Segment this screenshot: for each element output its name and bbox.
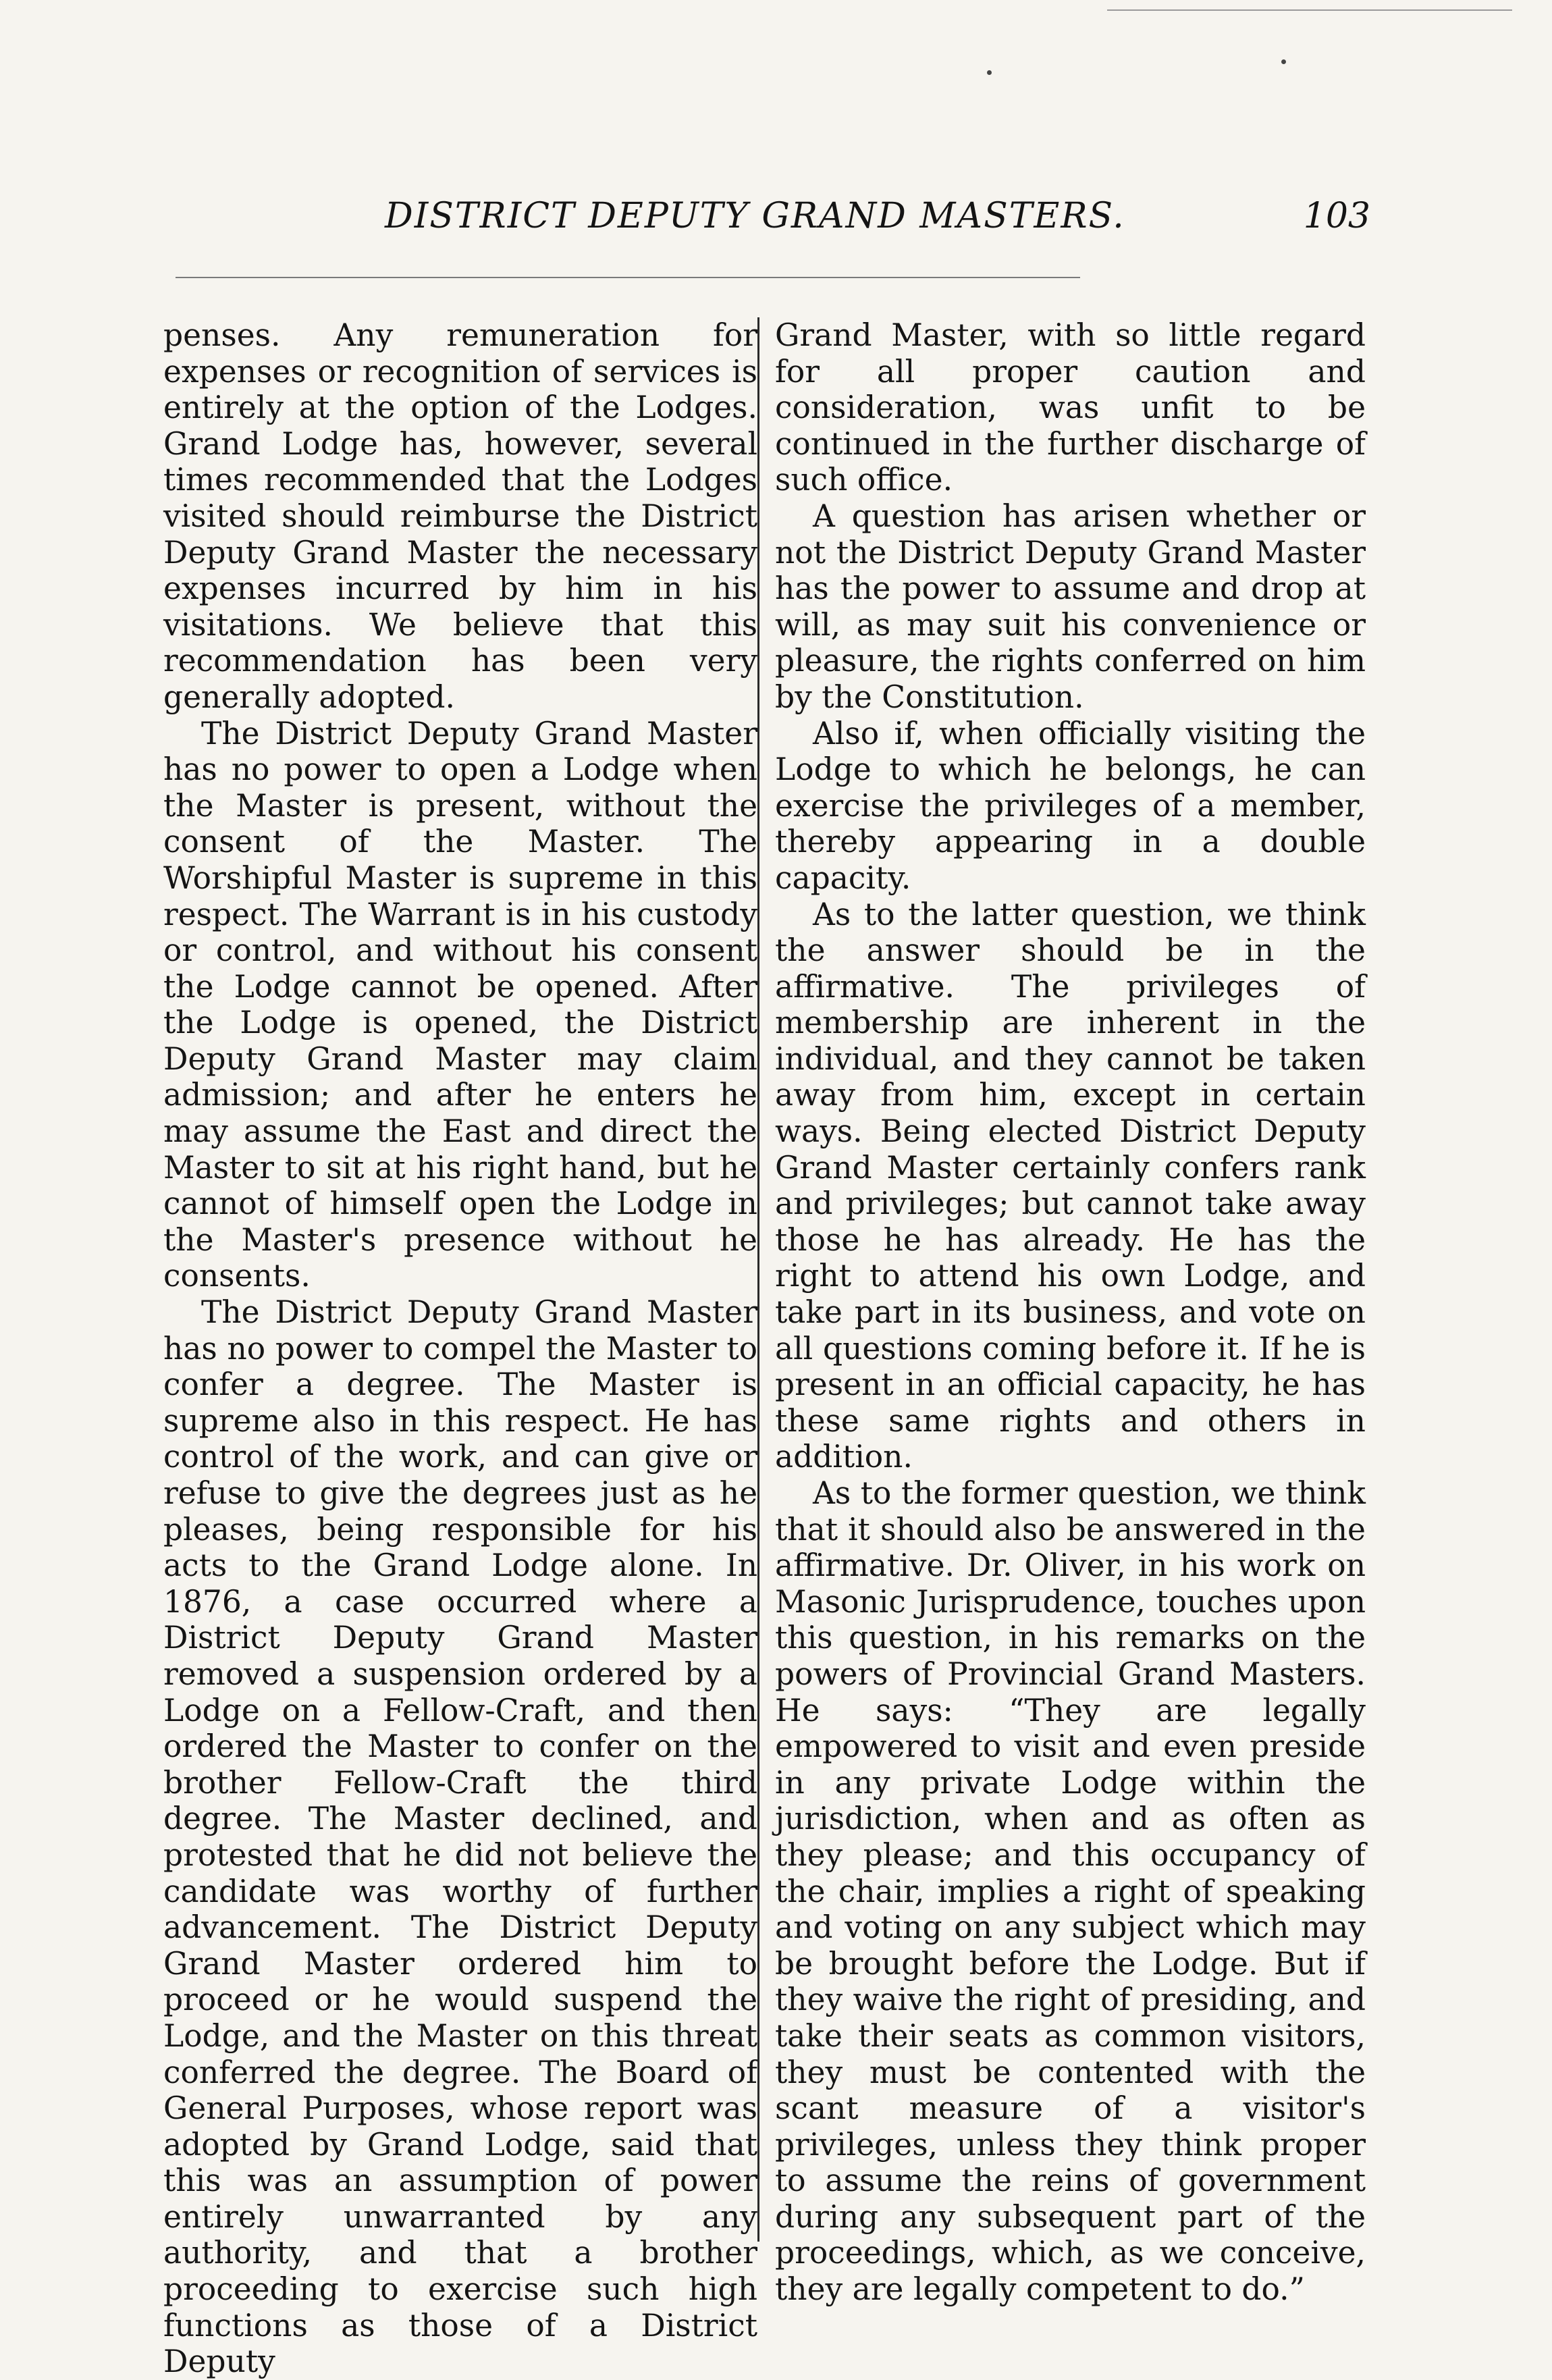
paragraph: penses. Any remuneration for expenses or recognition of services is entirely at the option of the Lodges. Grand Lodge has, however, several times recommended that the Lodges visited should reimburse the District Deputy Grand Master the necessary expenses incurred by him in his visitations. We believe that this recommendation has been very generally adopted.	[163, 317, 757, 715]
paragraph: As to the former question, we think that it should also be answered in the affirmative. Dr. Oliver, in his work on Masonic Jurisprudence, touches upon this question, in his remarks on the powers of Provincial Grand Masters. He says: “They are legally empowered to visit and even preside in any private Lodge within the jurisdiction, when and as often as they please; and this occupancy of the chair, implies a right of speaking and voting on any subject which may be brought before the Lodge. But if they waive the right of presiding, and take their seats as common visitors, they must be contented with the scant measure of a visitor's privileges, unless they think proper to assume the reins of government during any subsequent part of the proceedings, which, as we conceive, they are legally competent to do.”	[775, 1475, 1366, 2308]
scan-speck	[1281, 59, 1286, 64]
paragraph: A question has arisen whether or not the District Deputy Grand Master has the power to assume and drop at will, as may suit his convenience or pleasure, the rights conferred on him by the Constitution.	[775, 498, 1366, 715]
column-divider	[757, 317, 759, 2242]
page-number: 103	[1303, 196, 1370, 236]
scan-speck	[987, 70, 992, 75]
top-scan-rule	[1107, 9, 1512, 11]
right-column	[775, 317, 1366, 2308]
header-rule	[176, 277, 1080, 278]
left-column	[163, 317, 757, 2380]
running-title: DISTRICT DEPUTY GRAND MASTERS.	[385, 196, 1125, 236]
paragraph: Also if, when officially visiting the Lodge to which he belongs, he can exercise the privileges of a member, thereby appearing in a double capacity.	[775, 715, 1366, 896]
paragraph: Grand Master, with so little regard for all proper caution and consideration, was unfit to be continued in the further discharge of such office.	[775, 317, 1366, 498]
page-header	[162, 196, 1370, 243]
paragraph: The District Deputy Grand Master has no power to open a Lodge when the Master is present, without the consent of the Master. The Worshipful Master is supreme in this respect. The Warrant is in his custody or control, and without his consent the Lodge cannot be opened. After the Lodge is opened, the District Deputy Grand Master may claim admission; and after he enters he may assume the East and direct the Master to sit at his right hand, but he cannot of himself open the Lodge in the Master's presence without he consents.	[163, 715, 757, 1294]
paragraph: As to the latter question, we think the answer should be in the affirmative. The privileges of membership are inherent in the individual, and they cannot be taken away from him, except in certain ways. Being elected District Deputy Grand Master certainly confers rank and privileges; but cannot take away those he has already. He has the right to attend his own Lodge, and take part in its business, and vote on all questions coming before it. If he is present in an official capacity, he has these same rights and others in addition.	[775, 896, 1366, 1475]
paragraph: The District Deputy Grand Master has no power to compel the Master to confer a degree. The Master is supreme also in this respect. He has control of the work, and can give or refuse to give the degrees just as he pleases, being responsible for his acts to the Grand Lodge alone. In 1876, a case occurred where a District Deputy Grand Master removed a suspension ordered by a Lodge on a Fellow-Craft, and then ordered the Master to confer on the brother Fellow-Craft the third degree. The Master declined, and protested that he did not believe the candidate was worthy of further advancement. The District Deputy Grand Master ordered him to proceed or he would suspend the Lodge, and the Master on this threat conferred the degree. The Board of General Purposes, whose report was adopted by Grand Lodge, said that this was an assumption of power entirely unwarranted by any authority, and that a brother proceeding to exercise such high functions as those of a District Deputy	[163, 1294, 757, 2380]
